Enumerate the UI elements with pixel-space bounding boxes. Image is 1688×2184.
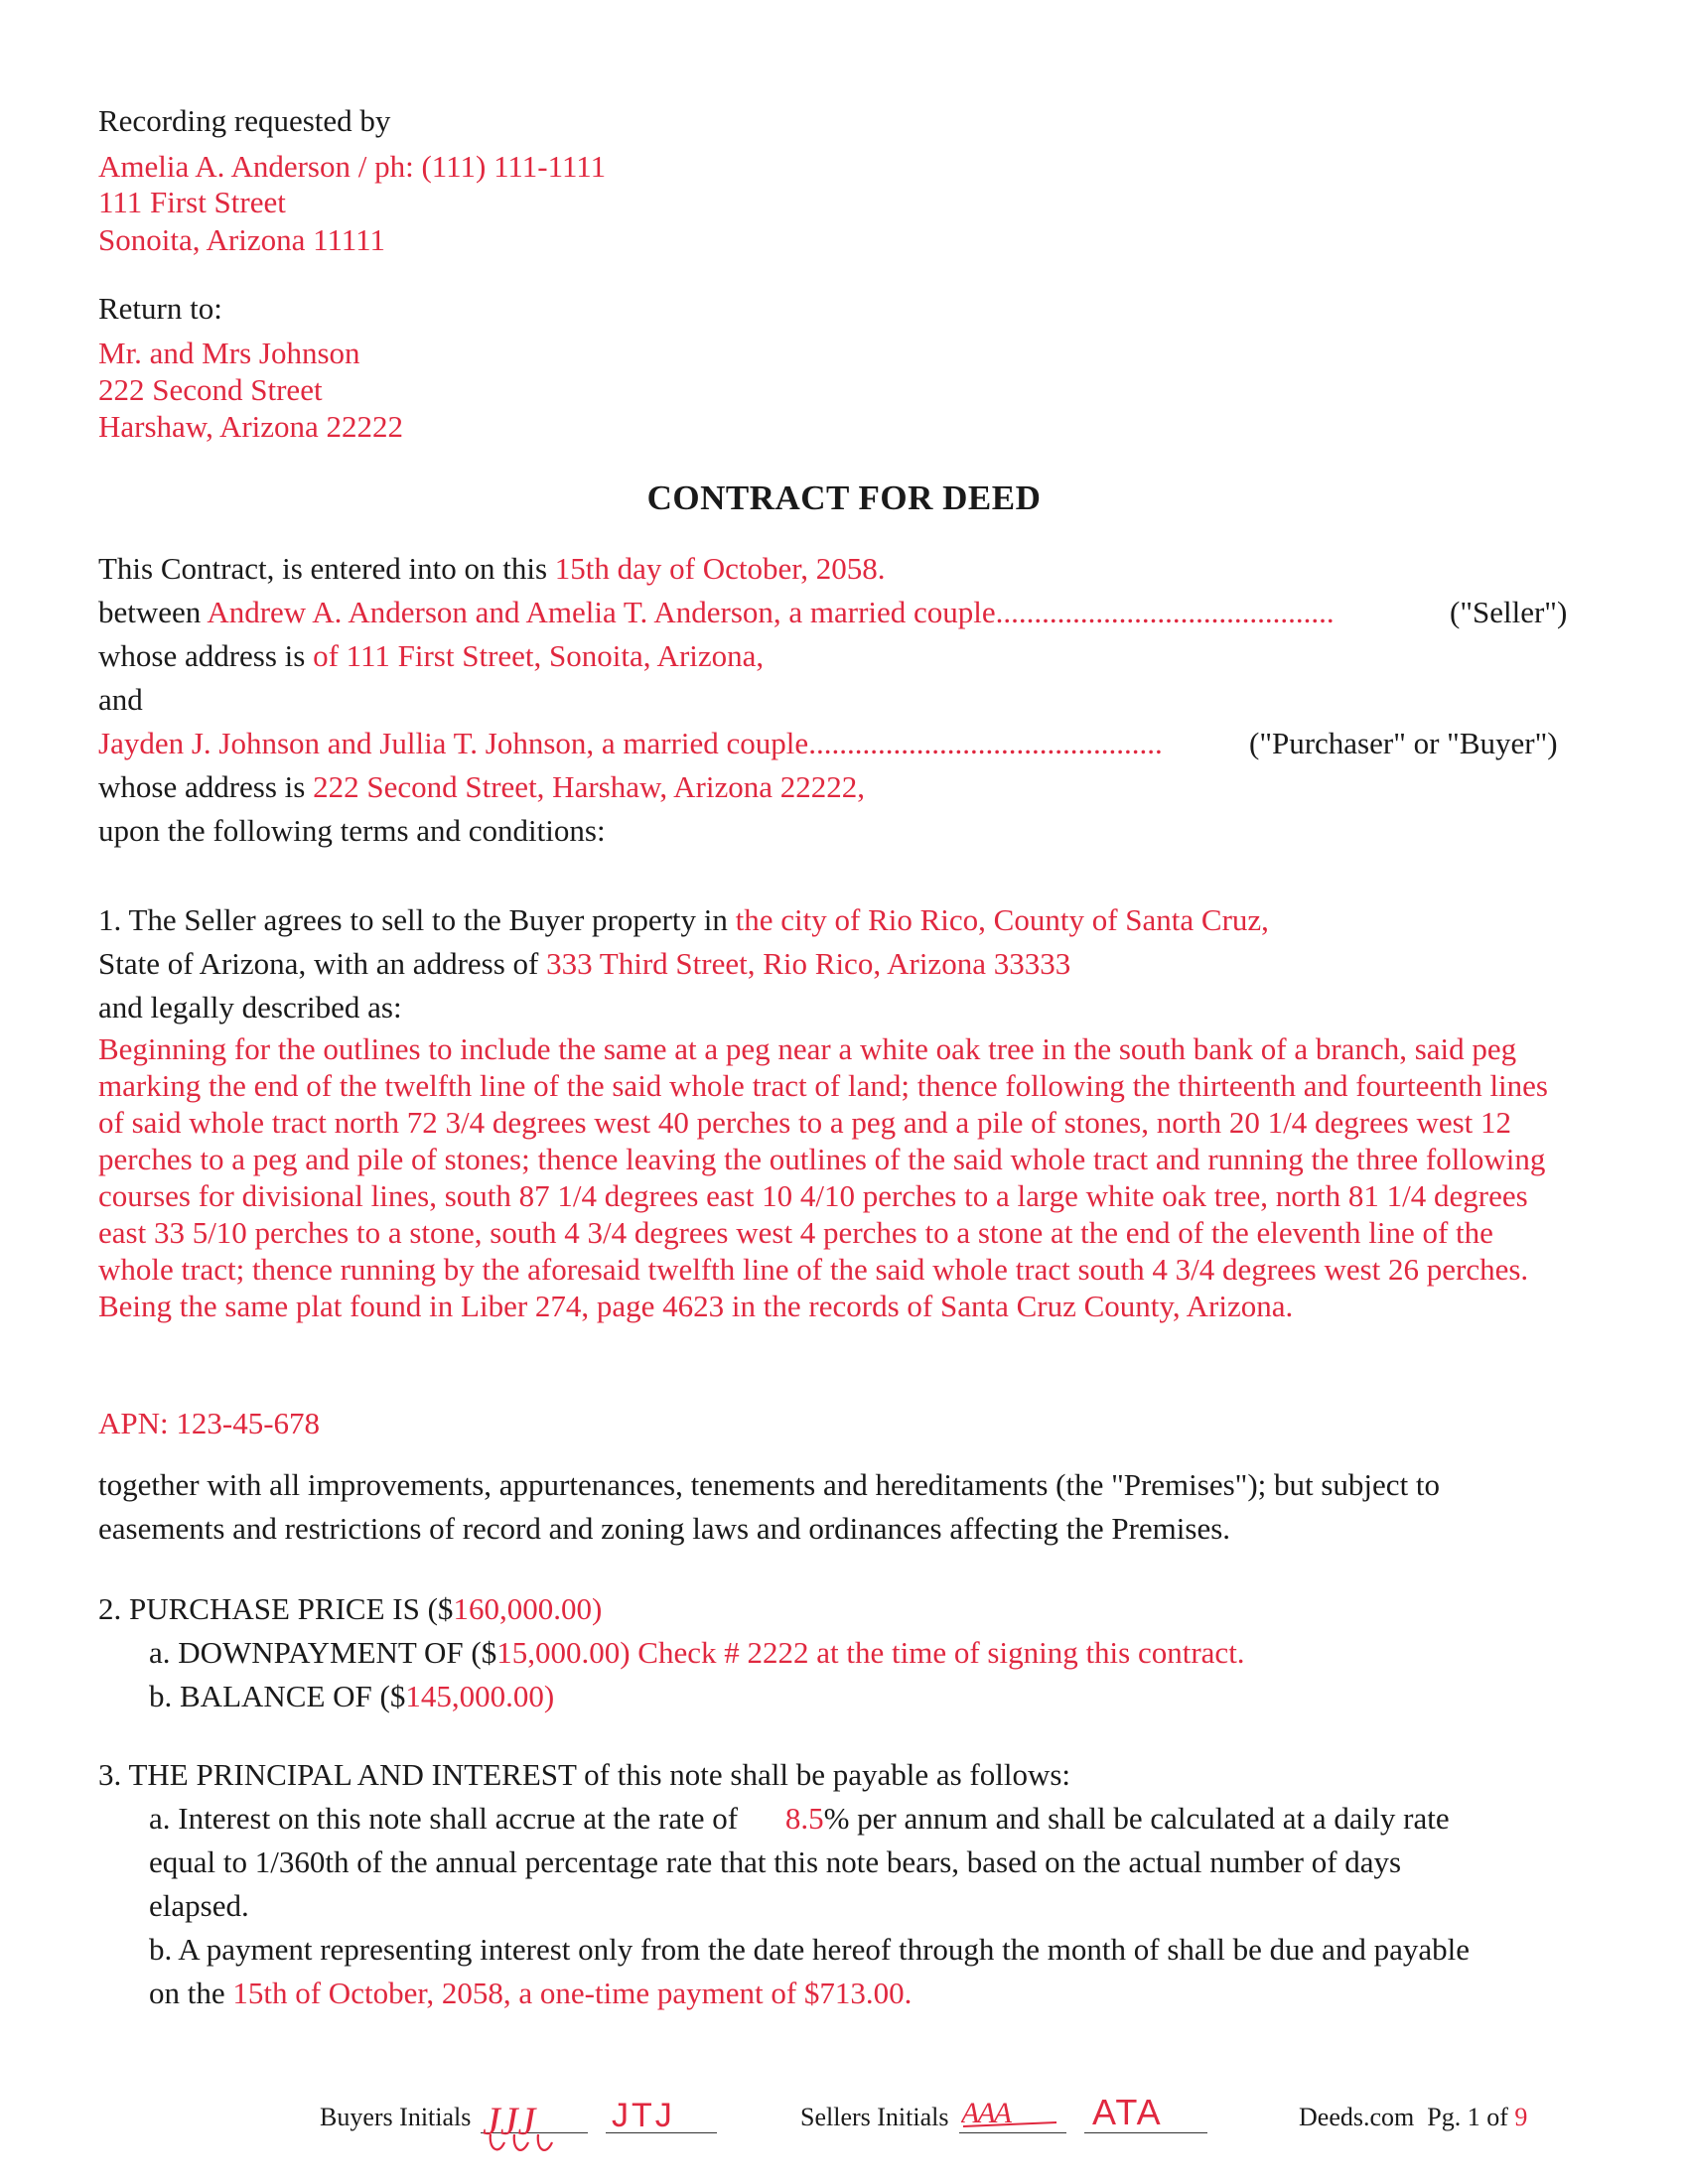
return-to-label: Return to: <box>98 291 222 326</box>
interest-rate-line2: equal to 1/360th of the annual percentage rate that this note bears, based on the actual number of days <box>149 1844 1402 1879</box>
buyer-name: Jayden J. Johnson and Jullia T. Johnson, a married couple <box>98 726 809 760</box>
site-name: Deeds.com <box>1299 2103 1415 2131</box>
buyer-role: ("Purchaser" or "Buyer") <box>1249 726 1558 760</box>
legally-described-label: and legally described as: <box>98 990 402 1024</box>
return-city: Harshaw, Arizona 22222 <box>98 409 404 444</box>
downpayment-label: a. DOWNPAYMENT OF ($ <box>149 1635 497 1670</box>
requester-city: Sonoita, Arizona 11111 <box>98 222 386 257</box>
page-footer-right <box>1299 2101 1527 2134</box>
buyers-initials-label: Buyers Initials <box>320 2103 472 2131</box>
seller-line <box>98 591 1335 634</box>
balance-line <box>149 1675 554 1718</box>
property-location: the city of Rio Rico, County of Santa Cruz, <box>735 902 1269 937</box>
return-street: 222 Second Street <box>98 372 323 407</box>
page-total: 9 <box>1514 2103 1528 2131</box>
seller-initials-signature-2-text: ATA <box>1092 2092 1163 2132</box>
buyer-initials-signature-1-text: JJJ <box>483 2099 536 2143</box>
downpayment-value: 15,000.00) Check # 2222 at the time of signing this contract. <box>496 1635 1245 1670</box>
section1-line1 <box>98 898 1269 942</box>
purchase-price-label: 2. PURCHASE PRICE IS ($ <box>98 1591 454 1626</box>
interest-rate-prefix: a. Interest on this note shall accrue at the rate of <box>149 1801 739 1836</box>
seller-initials-signature-1-text: AAA <box>961 2097 1010 2129</box>
and-label: and <box>98 682 143 717</box>
seller-address-label: whose address is <box>98 638 306 673</box>
page-label: Pg. 1 of <box>1427 2103 1508 2131</box>
purchase-price-value: 160,000.00) <box>453 1591 603 1626</box>
contract-intro-line <box>98 547 886 591</box>
requester-street: 111 First Street <box>98 185 286 219</box>
interest-payment-line2 <box>149 1972 912 2015</box>
contract-date: 15th day of October, 2058. <box>554 551 886 586</box>
seller-initials-signature-2 <box>1090 2087 1190 2134</box>
interest-payment-value: 15th of October, 2058, a one-time payment of $713.00. <box>232 1976 913 2010</box>
requester-name-phone: Amelia A. Anderson / ph: (111) 111-1111 <box>98 149 607 184</box>
buyer-line <box>98 722 1163 765</box>
contract-intro: This Contract, is entered into on this <box>98 551 548 586</box>
return-name: Mr. and Mrs Johnson <box>98 336 360 370</box>
interest-rate-suffix: % per annum and shall be calculated at a daily rate <box>823 1801 1450 1836</box>
buyer-initials-signature-1 <box>481 2091 560 2158</box>
buyer-initials-signature-2 <box>610 2093 699 2136</box>
section1-line2-prefix: State of Arizona, with an address of <box>98 946 539 981</box>
seller-name: Andrew A. Anderson and Amelia T. Anderson, a married couple <box>207 595 996 629</box>
section1-line2 <box>98 942 1070 986</box>
seller-address: of 111 First Street, Sonoita, Arizona, <box>313 638 765 673</box>
seller-role: ("Seller") <box>1450 595 1568 629</box>
between-label: between <box>98 595 202 629</box>
interest-rate-line <box>149 1797 1450 1841</box>
seller-initials-signature-1 <box>961 2093 1060 2136</box>
recording-requested-label: Recording requested by <box>98 103 391 138</box>
downpayment-line <box>149 1631 1245 1675</box>
terms-line: upon the following terms and conditions: <box>98 813 606 848</box>
sellers-initials-label: Sellers Initials <box>800 2103 949 2131</box>
buyer-address-line <box>98 765 865 809</box>
interest-rate-line3: elapsed. <box>149 1888 249 1923</box>
purchase-price-line <box>98 1587 602 1631</box>
seller-leader-dots: ............................................ <box>995 595 1335 629</box>
balance-label: b. BALANCE OF ($ <box>149 1679 406 1713</box>
premises-paragraph: together with all improvements, appurtenances, tenements and hereditaments (the "Premises"); but subject to easements and restrictions of record and zoning laws and ordinances affecting the Premises. <box>98 1467 1441 1546</box>
interest-rate-value: 8.5 <box>784 1801 824 1836</box>
property-address: 333 Third Street, Rio Rico, Arizona 33333 <box>546 946 1071 981</box>
balance-value: 145,000.00) <box>405 1679 555 1713</box>
buyer-leader-dots: .............................................. <box>808 726 1163 760</box>
buyer-initials-signature-2-text: JTJ <box>612 2097 675 2134</box>
section3-heading: 3. THE PRINCIPAL AND INTEREST of this note shall be payable as follows: <box>98 1757 1071 1792</box>
buyer-address: 222 Second Street, Harshaw, Arizona 22222, <box>313 769 865 804</box>
interest-payment-line1: b. A payment representing interest only from the date hereof through the month of shall be due and payable <box>149 1932 1471 1967</box>
apn-number: APN: 123-45-678 <box>98 1406 321 1440</box>
document-title: CONTRACT FOR DEED <box>646 478 1042 517</box>
seller-address-line <box>98 634 764 678</box>
legal-description: Beginning for the outlines to include the same at a peg near a white oak tree in the south bank of a branch, said peg marking the end of the twelfth line of the said whole tract of land; thence following the thirteenth and fourteenth lines of said whole tract north 72 3/4 degrees west 40 perches to a peg and a pile of stones, north 20 1/4 degrees west 12 perches to a peg and pile of stones; thence leaving the outlines of the said whole tract and running the three following courses for divisional lines, south 87 1/4 degrees east 10 4/10 perches to a large white oak tree, north 81 1/4 degrees east 33 5/10 perches to a stone, south 4 3/4 degrees west 4 perches to a stone at the end of the eleventh line of the whole tract; thence running by the aforesaid twelfth line of the said whole tract south 4 3/4 degrees west 26 perches. Being the same plat found in Liber 274, page 4623 in the records of Santa Cruz County, Arizona. <box>98 1031 1548 1323</box>
interest-payment-prefix: on the <box>149 1976 225 2010</box>
section1-line1-prefix: 1. The Seller agrees to sell to the Buyer property in <box>98 902 728 937</box>
buyer-address-label: whose address is <box>98 769 306 804</box>
